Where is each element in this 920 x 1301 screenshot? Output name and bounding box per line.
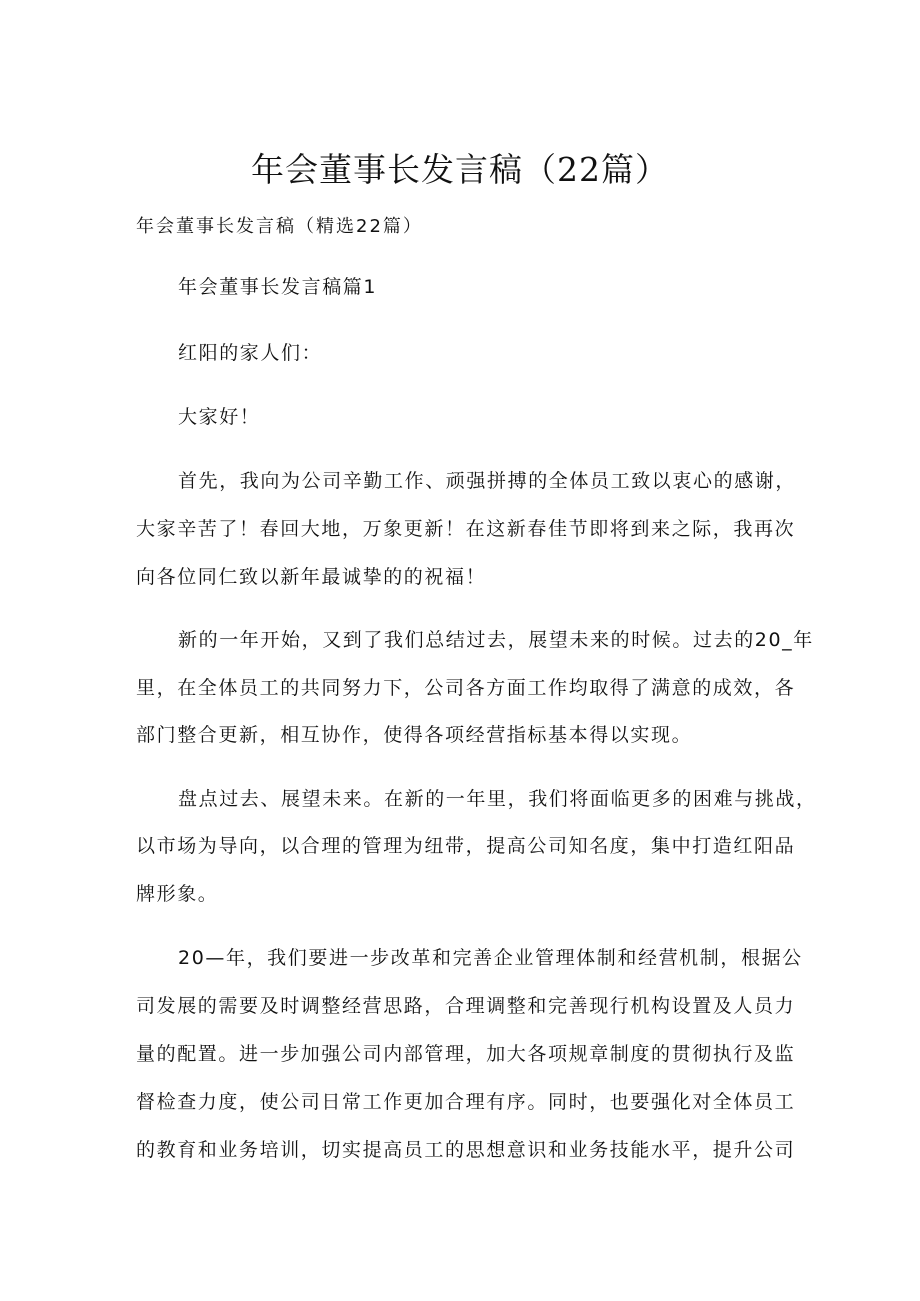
paragraph-line: 大家辛苦了！春回大地，万象更新！在这新春佳节即将到来之际，我再次 (136, 518, 796, 540)
paragraph-line: 向各位同仁致以新年最诚挚的的祝福！ (136, 566, 487, 588)
paragraph-line: 里，在全体员工的共同努力下，公司各方面工作均取得了满意的成效，各 (136, 677, 796, 699)
paragraph-line: 20—年，我们要进一步改革和完善企业管理体制和经营机制，根据公 (178, 947, 803, 969)
paragraph-line: 部门整合更新，相互协作，使得各项经营指标基本得以实现。 (136, 724, 693, 746)
paragraph-line: 司发展的需要及时调整经营思路，合理调整和完善现行机构设置及人员力 (136, 995, 796, 1017)
paragraph-line: 量的配置。进一步加强公司内部管理，加大各项规章制度的贯彻执行及监 (136, 1043, 796, 1065)
paragraph-line: 的教育和业务培训，切实提高员工的思想意识和业务技能水平，提升公司 (136, 1139, 796, 1161)
paragraph-line: 牌形象。 (136, 883, 219, 905)
salutation: 红阳的家人们： (178, 342, 323, 364)
greeting: 大家好！ (178, 406, 261, 428)
document-title: 年会董事长发言稿（22篇） (251, 150, 669, 189)
paragraph-line: 新的一年开始，又到了我们总结过去，展望未来的时候。过去的20_年 (178, 629, 814, 651)
paragraph-line: 督检查力度，使公司日常工作更加合理有序。同时，也要强化对全体员工 (136, 1091, 796, 1113)
paragraph-line: 首先，我向为公司辛勤工作、顽强拼搏的全体员工致以衷心的感谢， (178, 470, 797, 492)
paragraph-line: 以市场为导向，以合理的管理为纽带，提高公司知名度，集中打造红阳品 (136, 835, 796, 857)
document-subtitle: 年会董事长发言稿（精选22篇） (136, 216, 423, 237)
section-heading: 年会董事长发言稿篇1 (178, 276, 378, 298)
paragraph-line: 盘点过去、展望未来。在新的一年里，我们将面临更多的困难与挑战， (178, 788, 817, 810)
